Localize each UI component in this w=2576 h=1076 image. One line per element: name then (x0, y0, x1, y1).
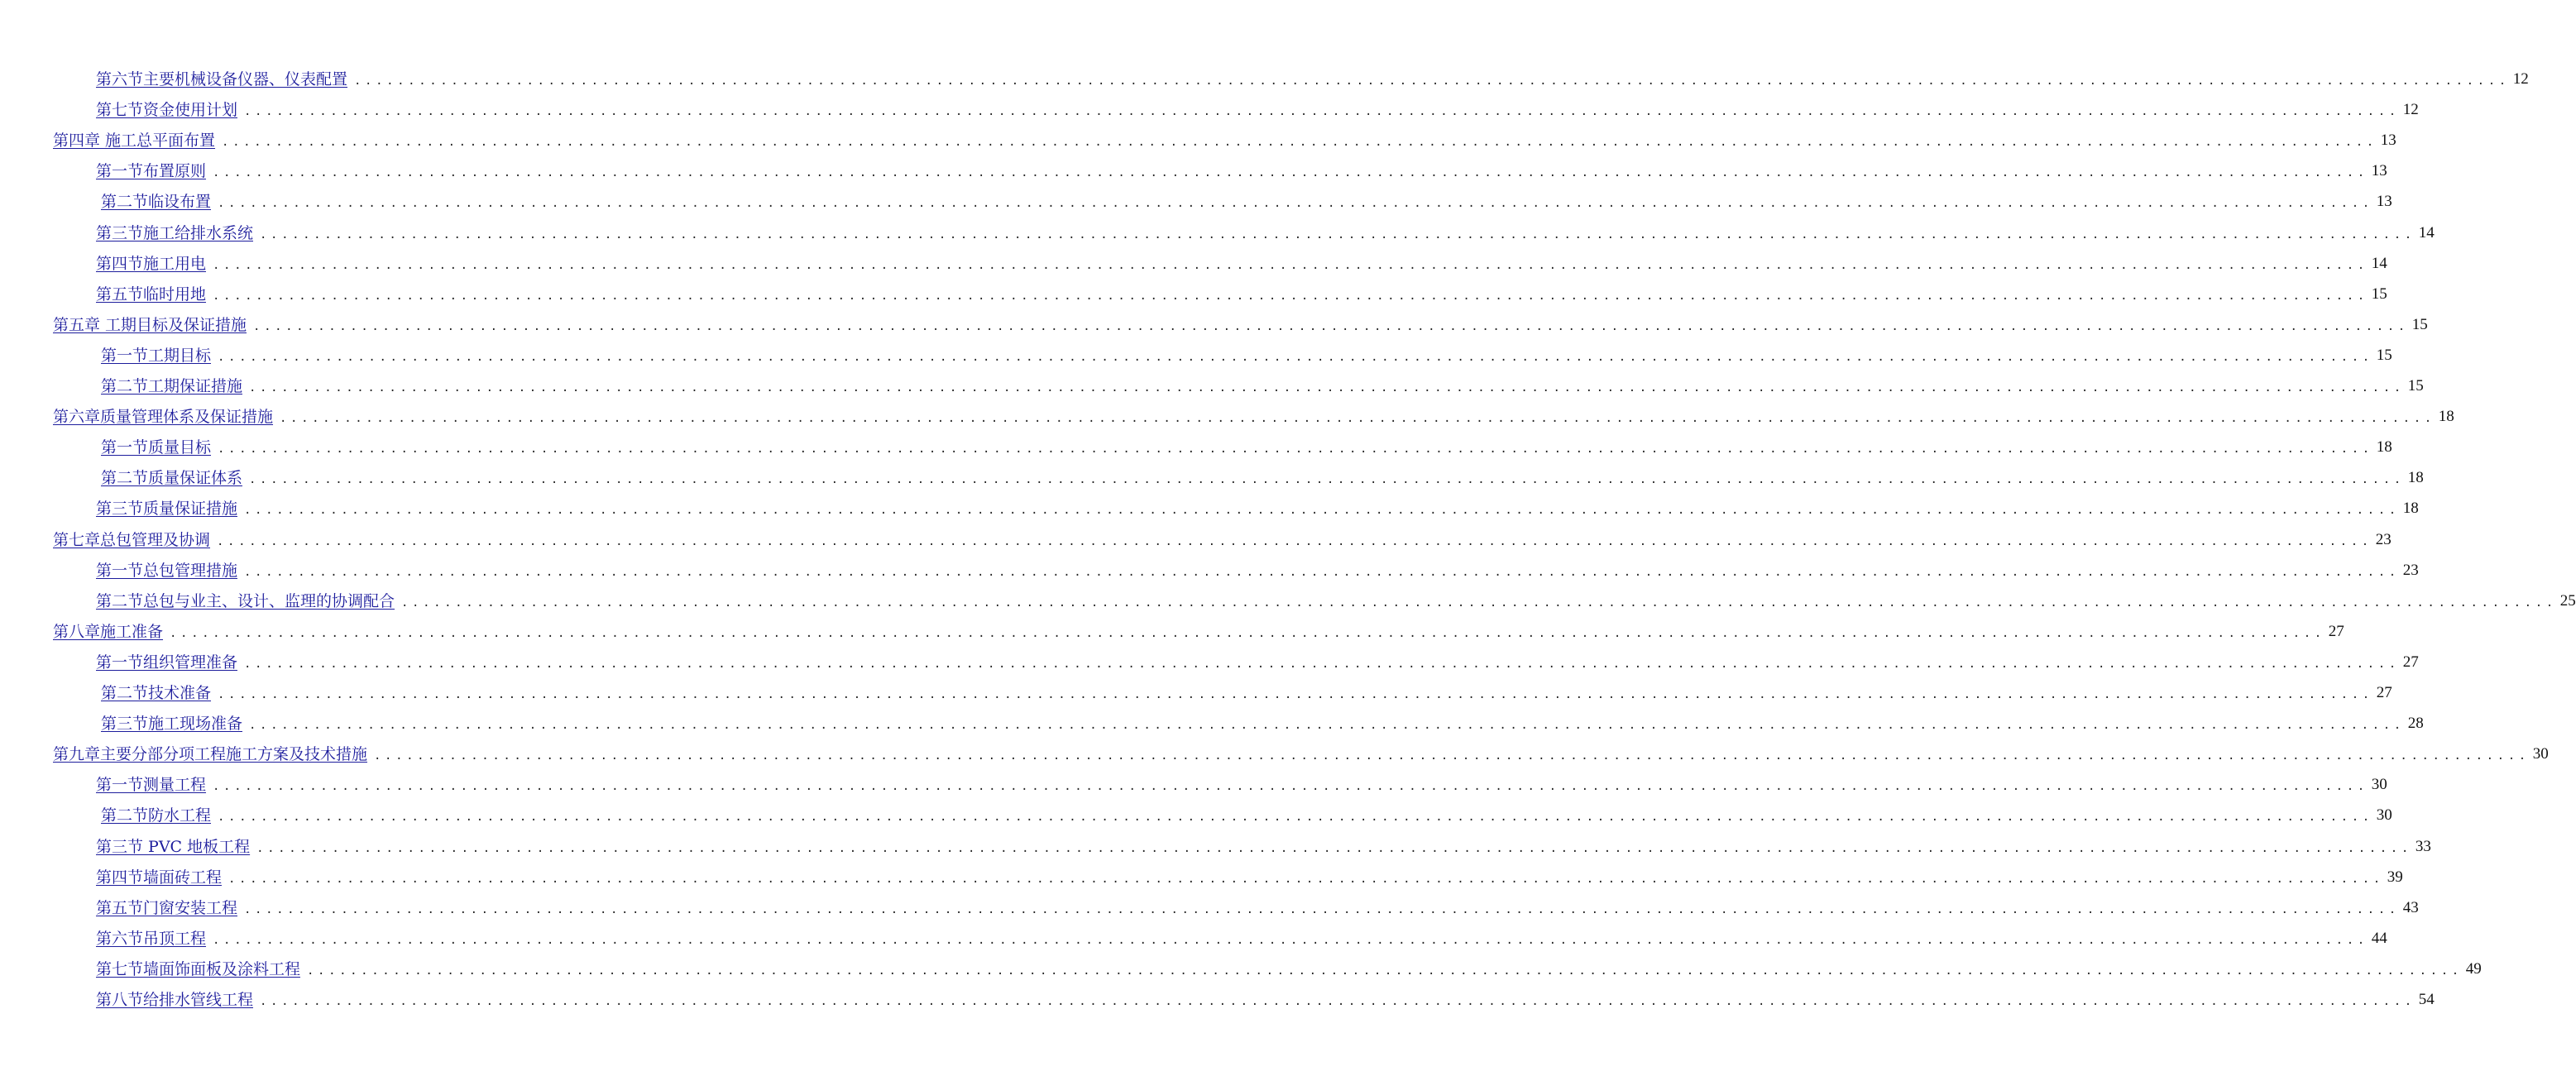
toc-page-number: 13 (2371, 162, 2387, 179)
toc-page-number: 14 (2418, 224, 2435, 242)
toc-page-number: 15 (2371, 285, 2387, 303)
toc-page-number: 54 (2418, 991, 2435, 1008)
toc-entry-link[interactable]: 第二节工期保证措施 (101, 377, 243, 395)
toc-section-entry[interactable] (101, 709, 2424, 734)
dot-leader: ........................................................................................................................................................................................................ (218, 197, 2373, 210)
toc-section-entry[interactable] (96, 65, 2529, 89)
toc-entry-link[interactable]: 第二节技术准备 (101, 684, 212, 702)
toc-page-number: 12 (2402, 101, 2419, 118)
toc-page-number: 30 (2376, 806, 2392, 824)
dot-leader: ........................................................................................................................................................................................................ (218, 688, 2373, 701)
toc-entry-link[interactable]: 第四章 施工总平面布置 (53, 132, 216, 150)
toc-page-number: 23 (2375, 531, 2392, 548)
toc-section-entry[interactable] (101, 433, 2392, 457)
dot-leader: ........................................................................................................................................................................................................ (213, 259, 2368, 272)
toc-entry-link[interactable]: 第三节 PVC 地板工程 (96, 838, 251, 856)
toc-chapter-entry[interactable] (53, 402, 2454, 427)
toc-page-number: 12 (2512, 70, 2529, 88)
toc-entry-link[interactable]: 第三节施工现场准备 (101, 715, 243, 733)
toc-entry-link[interactable]: 第二节防水工程 (101, 806, 212, 825)
dot-leader: ........................................................................................................................................................................................................ (213, 166, 2368, 179)
toc-chapter-entry[interactable] (53, 126, 2396, 151)
toc-entry-link[interactable]: 第四节施工用电 (96, 255, 207, 273)
dot-leader: ........................................................................................................................................................................................................ (217, 535, 2373, 548)
toc-page-number: 33 (2415, 838, 2431, 855)
toc-chapter-entry[interactable] (53, 617, 2344, 642)
dot-leader: ........................................................................................................................................................................................................ (260, 995, 2416, 1008)
toc-entry-link[interactable]: 第八章施工准备 (53, 623, 164, 641)
toc-page-number: 15 (2411, 316, 2428, 333)
toc-entry-link[interactable]: 第二节总包与业主、设计、监理的协调配合 (96, 592, 395, 610)
dot-leader: ........................................................................................................................................................................................................ (256, 842, 2412, 855)
dot-leader: ........................................................................................................................................................................................................ (244, 658, 2400, 671)
toc-page-number: 44 (2371, 930, 2387, 947)
toc-section-entry[interactable] (96, 218, 2435, 243)
dot-leader: ........................................................................................................................................................................................................ (280, 412, 2435, 425)
toc-entry-link[interactable]: 第五章 工期目标及保证措施 (53, 316, 247, 334)
toc-entry-link[interactable]: 第一节测量工程 (96, 776, 207, 794)
toc-section-entry[interactable] (96, 832, 2431, 857)
toc-entry-link[interactable]: 第五节临时用地 (96, 285, 207, 304)
toc-section-entry[interactable] (96, 770, 2387, 795)
toc-page-number: 27 (2402, 653, 2419, 671)
toc-page-number: 27 (2376, 684, 2392, 701)
toc-entry-link[interactable]: 第一节布置原则 (96, 162, 207, 180)
toc-section-entry[interactable] (101, 341, 2392, 366)
toc-section-entry[interactable] (101, 187, 2392, 212)
toc-section-entry[interactable] (96, 954, 2482, 979)
toc-page-number: 13 (2380, 132, 2396, 149)
dot-leader: ........................................................................................................................................................................................................ (218, 442, 2373, 456)
dot-leader: ........................................................................................................................................................................................................ (218, 351, 2373, 364)
dot-leader: ........................................................................................................................................................................................................ (401, 596, 2557, 610)
toc-entry-link[interactable]: 第一节组织管理准备 (96, 653, 238, 672)
toc-section-entry[interactable] (101, 678, 2392, 703)
toc-section-entry[interactable] (96, 95, 2419, 120)
toc-section-entry[interactable] (96, 863, 2403, 887)
dot-leader: ........................................................................................................................................................................................................ (244, 903, 2400, 916)
dot-leader: ........................................................................................................................................................................................................ (213, 780, 2368, 793)
toc-page-number: 39 (2387, 868, 2403, 886)
dot-leader: ........................................................................................................................................................................................................ (244, 105, 2400, 118)
dot-leader: ........................................................................................................................................................................................................ (260, 228, 2416, 242)
toc-page-number: 25 (2559, 592, 2576, 610)
dot-leader: ........................................................................................................................................................................................................ (307, 964, 2463, 978)
toc-page-number: 15 (2407, 377, 2424, 395)
toc-entry-link[interactable]: 第一节总包管理措施 (96, 562, 238, 580)
dot-leader: ........................................................................................................................................................................................................ (374, 749, 2530, 763)
dot-leader: ........................................................................................................................................................................................................ (354, 74, 2510, 88)
toc-entry-link[interactable]: 第二节临设布置 (101, 193, 212, 211)
toc-entry-link[interactable]: 第七章总包管理及协调 (53, 531, 211, 549)
toc-page-number: 49 (2465, 960, 2482, 978)
toc-page-number: 18 (2402, 500, 2419, 517)
toc-section-entry[interactable] (101, 371, 2424, 396)
toc-entry-link[interactable]: 第二节质量保证体系 (101, 469, 243, 487)
toc-section-entry[interactable] (96, 586, 2576, 611)
toc-entry-link[interactable]: 第五节门窗安装工程 (96, 899, 238, 917)
toc-section-entry[interactable] (96, 249, 2387, 274)
toc-page-number: 30 (2371, 776, 2387, 793)
toc-page-number: 27 (2328, 623, 2344, 640)
dot-leader: ........................................................................................................................................................................................................ (213, 289, 2368, 303)
toc-chapter-entry[interactable] (53, 310, 2428, 335)
toc-entry-link[interactable]: 第三节质量保证措施 (96, 500, 238, 518)
toc-page-number: 43 (2402, 899, 2419, 916)
toc-entry-link[interactable]: 第九章主要分部分项工程施工方案及技术措施 (53, 745, 368, 763)
toc-page-number: 14 (2371, 255, 2387, 272)
toc-section-entry[interactable] (96, 893, 2419, 918)
toc-section-entry[interactable] (101, 463, 2424, 488)
dot-leader: ........................................................................................................................................................................................................ (222, 136, 2377, 149)
toc-chapter-entry[interactable] (53, 525, 2392, 550)
toc-entry-link[interactable]: 第七节墙面饰面板及涂料工程 (96, 960, 301, 978)
dot-leader: ........................................................................................................................................................................................................ (253, 320, 2409, 333)
toc-entry-link[interactable]: 第七节资金使用计划 (96, 101, 238, 119)
toc-entry-link[interactable]: 第三节施工给排水系统 (96, 224, 254, 242)
dot-leader: ........................................................................................................................................................................................................ (228, 873, 2384, 886)
toc-entry-link[interactable]: 第一节质量目标 (101, 438, 212, 457)
toc-entry-link[interactable]: 第六节吊顶工程 (96, 930, 207, 948)
toc-entry-link[interactable]: 第一节工期目标 (101, 347, 212, 365)
toc-section-entry[interactable] (96, 648, 2419, 672)
toc-page-number: 15 (2376, 347, 2392, 364)
toc-page-number: 30 (2532, 745, 2549, 763)
toc-section-entry[interactable] (96, 280, 2387, 304)
toc-entry-link[interactable]: 第六节主要机械设备仪器、仪表配置 (96, 70, 348, 88)
toc-page-number: 28 (2407, 715, 2424, 732)
dot-leader: ........................................................................................................................................................................................................ (244, 566, 2400, 579)
dot-leader: ........................................................................................................................................................................................................ (213, 934, 2368, 947)
toc-section-entry[interactable] (101, 801, 2392, 825)
dot-leader: ........................................................................................................................................................................................................ (218, 811, 2373, 824)
toc-page-number: 13 (2376, 193, 2392, 210)
dot-leader: ........................................................................................................................................................................................................ (249, 381, 2405, 395)
toc-section-entry[interactable] (96, 924, 2387, 949)
toc-entry-link[interactable]: 第六章质量管理体系及保证措施 (53, 408, 274, 426)
toc-section-entry[interactable] (96, 156, 2387, 181)
toc-section-entry[interactable] (96, 494, 2419, 519)
dot-leader: ........................................................................................................................................................................................................ (244, 504, 2400, 517)
toc-page-number: 18 (2376, 438, 2392, 456)
toc-section-entry[interactable] (96, 985, 2435, 1010)
dot-leader: ........................................................................................................................................................................................................ (249, 473, 2405, 486)
toc-section-entry[interactable] (96, 556, 2419, 581)
dot-leader: ........................................................................................................................................................................................................ (249, 719, 2405, 732)
toc-page-number: 18 (2407, 469, 2424, 486)
dot-leader: ........................................................................................................................................................................................................ (170, 627, 2325, 640)
toc-entry-link[interactable]: 第八节给排水管线工程 (96, 991, 254, 1009)
toc-page-number: 18 (2438, 408, 2454, 425)
toc-page-number: 23 (2402, 562, 2419, 579)
toc-entry-link[interactable]: 第四节墙面砖工程 (96, 868, 223, 887)
toc-chapter-entry[interactable] (53, 739, 2549, 764)
